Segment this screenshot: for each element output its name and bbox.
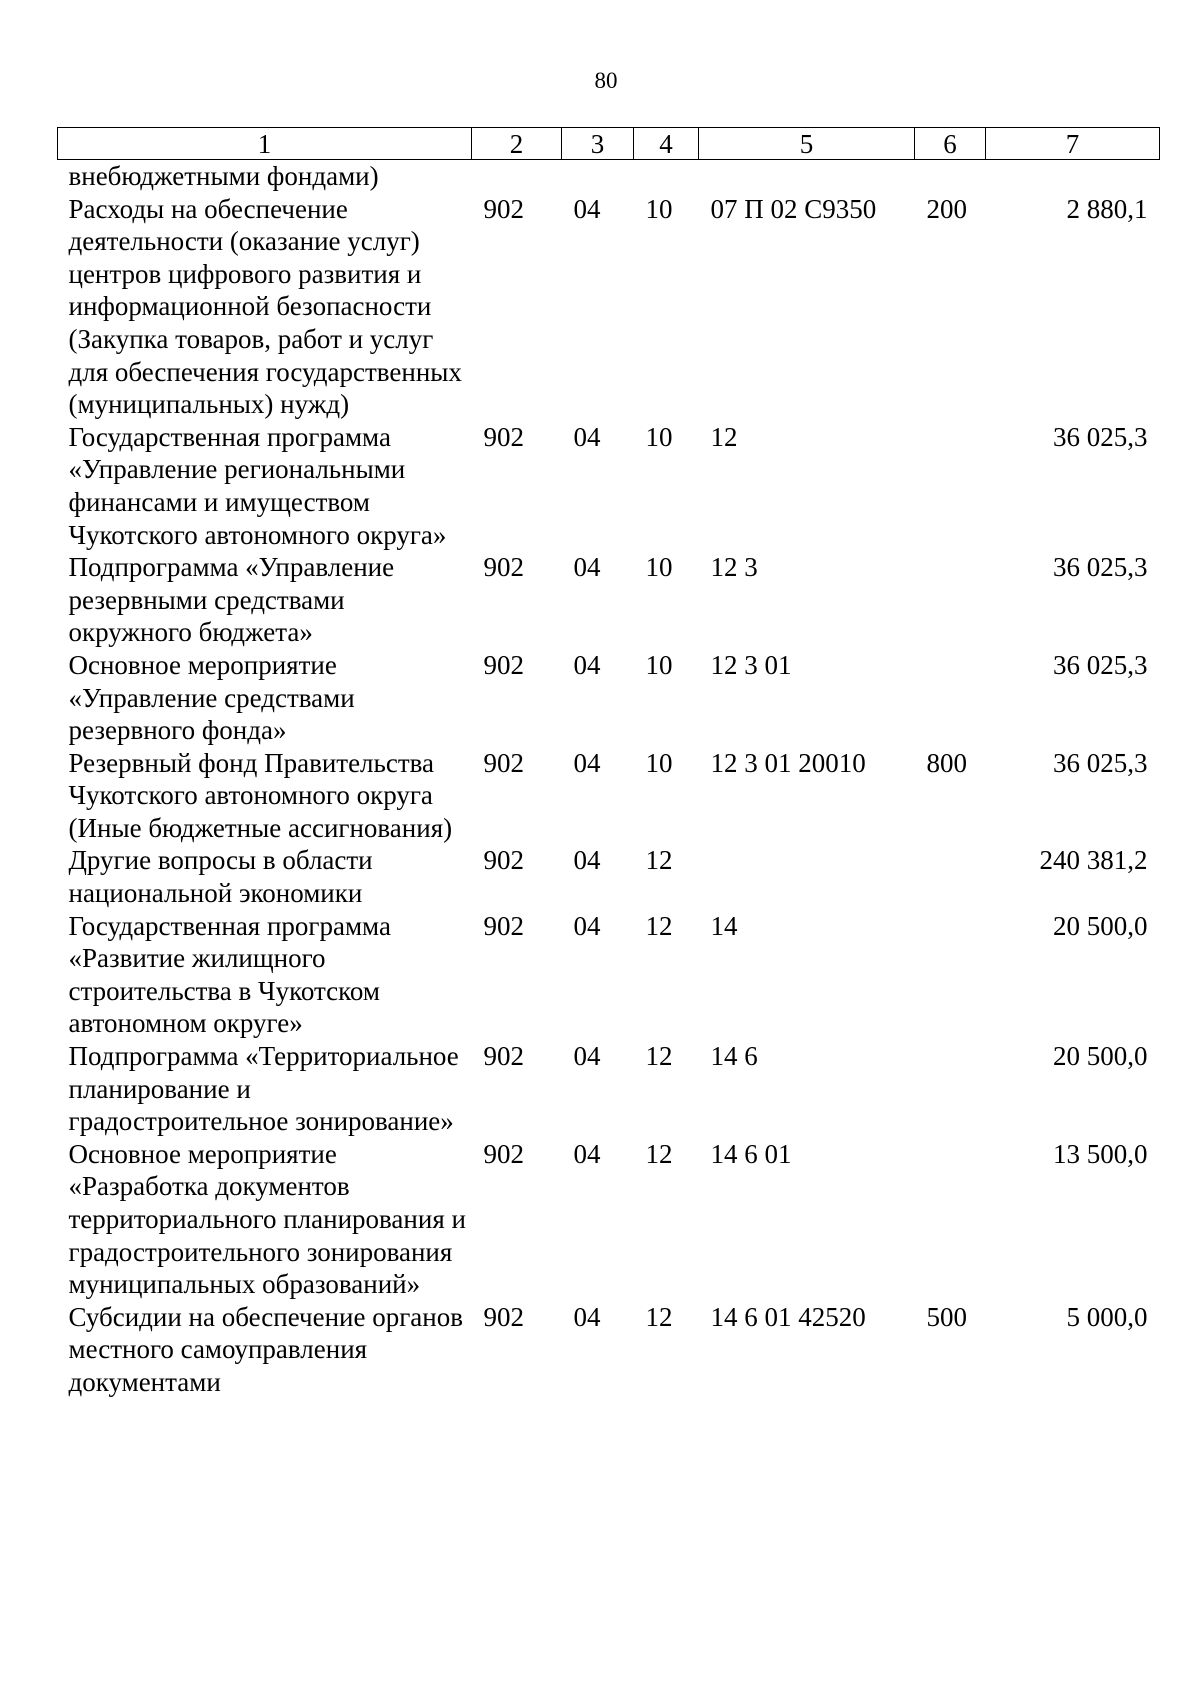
row-target-code: 14 6 01 (710, 1138, 792, 1169)
row-target-code (699, 844, 915, 909)
row-target-code (699, 160, 915, 193)
table-row (58, 1138, 1160, 1301)
row-target-code: 07 П 02 С9350 (710, 193, 877, 224)
row-expense-type (915, 1138, 986, 1301)
table-row (58, 551, 1160, 649)
row-amount: 36 025,3 (1053, 747, 1148, 778)
table-body (58, 160, 1160, 1399)
row-subsection-code: 12 (645, 1041, 673, 1072)
row-subsection-code: 12 (645, 910, 673, 941)
row-target-code: 14 (710, 910, 738, 941)
header-col-7: 7 (986, 128, 1160, 160)
row-section-code: 04 (573, 193, 601, 224)
row-name: Основное мероприятие «Управление средствами резервного фонда» (68, 649, 355, 746)
row-section-code: 04 (573, 1138, 601, 1169)
row-ministry-code: 902 (483, 747, 524, 778)
row-section-code: 04 (573, 1041, 601, 1072)
table-row (58, 844, 1160, 909)
row-amount: 20 500,0 (1053, 1041, 1148, 1072)
row-name: Подпрограмма «Управление резервными средствами окружного бюджета» (68, 552, 395, 648)
row-ministry-code: 902 (483, 552, 524, 583)
table-row (58, 160, 1160, 193)
row-section-code: 04 (573, 845, 601, 876)
row-name: Подпрограмма «Территориальное планирование и градостроительное зонирование» (68, 1041, 459, 1137)
row-section-code: 04 (573, 910, 601, 941)
row-subsection-code: 10 (645, 747, 673, 778)
table-header (58, 128, 1160, 160)
row-ministry-code: 902 (483, 1138, 524, 1169)
table-row (58, 747, 1160, 845)
row-subsection-code: 10 (645, 193, 673, 224)
header-row (58, 128, 1160, 160)
header-col-2: 2 (472, 128, 562, 160)
row-section-code (562, 160, 634, 193)
row-amount: 2 880,1 (1066, 193, 1148, 224)
row-ministry-code: 902 (483, 1041, 524, 1072)
table-row (58, 910, 1160, 1040)
row-target-code: 14 6 (710, 1041, 758, 1072)
row-ministry-code: 902 (483, 649, 524, 680)
row-subsection-code (634, 160, 699, 193)
row-amount: 36 025,3 (1053, 649, 1148, 680)
row-section-code: 04 (573, 552, 601, 583)
table-row (58, 193, 1160, 421)
table-row (58, 1040, 1160, 1138)
row-expense-type (915, 1040, 986, 1138)
row-amount: 240 381,2 (1039, 845, 1148, 876)
row-expense-type (915, 551, 986, 649)
row-amount: 13 500,0 (1053, 1138, 1148, 1169)
row-name: Расходы на обеспечение деятельности (оказание услуг) центров цифрового развития и информационной безопасности (Закупка товаров, работ и услуг для обеспечения государственных (муниципальных) нужд) (68, 193, 462, 420)
row-amount: 5 000,0 (1066, 1301, 1148, 1332)
header-col-5: 5 (699, 128, 915, 160)
row-subsection-code: 12 (645, 1138, 673, 1169)
row-target-code: 12 3 01 20010 (710, 747, 866, 778)
row-ministry-code (472, 160, 562, 193)
row-section-code: 04 (573, 421, 601, 452)
header-col-6: 6 (915, 128, 986, 160)
row-subsection-code: 10 (645, 649, 673, 680)
row-subsection-code: 12 (645, 1301, 673, 1332)
row-name: Основное мероприятие «Разработка документов территориального планирования и градостроительного зонирования муниципальных образований» (68, 1138, 466, 1300)
header-col-4: 4 (634, 128, 699, 160)
row-ministry-code: 902 (483, 193, 524, 224)
header-col-1: 1 (58, 128, 472, 160)
row-section-code: 04 (573, 649, 601, 680)
row-section-code: 04 (573, 747, 601, 778)
row-expense-type (915, 421, 986, 551)
row-amount: 20 500,0 (1053, 910, 1148, 941)
row-expense-type: 500 (926, 1301, 967, 1332)
row-target-code: 12 (710, 421, 738, 452)
table-row (58, 1301, 1160, 1399)
row-ministry-code: 902 (483, 421, 524, 452)
row-expense-type: 200 (926, 193, 967, 224)
row-name: Другие вопросы в области национальной экономики (68, 845, 373, 909)
row-section-code: 04 (573, 1301, 601, 1332)
row-expense-type: 800 (926, 747, 967, 778)
row-expense-type (915, 160, 986, 193)
row-name: Резервный фонд Правительства Чукотского автономного округа (Иные бюджетные ассигнования) (68, 747, 453, 843)
header-col-3: 3 (562, 128, 634, 160)
row-target-code: 12 3 (710, 552, 758, 583)
table-row (58, 649, 1160, 747)
row-name: Государственная программа «Управление региональными финансами и имуществом Чукотского автономного округа» (68, 421, 447, 550)
row-expense-type (915, 844, 986, 909)
row-expense-type (915, 910, 986, 1040)
row-amount (986, 160, 1160, 193)
row-target-code: 14 6 01 42520 (710, 1301, 866, 1332)
row-expense-type (915, 649, 986, 747)
table-row (58, 421, 1160, 551)
page-number: 80 (594, 68, 618, 93)
row-target-code: 12 3 01 (710, 649, 792, 680)
row-name: Субсидии на обеспечение органов местного самоуправления документами (68, 1301, 463, 1397)
row-subsection-code: 10 (645, 552, 673, 583)
row-ministry-code: 902 (483, 1301, 524, 1332)
row-name: Государственная программа «Развитие жилищного строительства в Чукотском автономном округе» (68, 910, 391, 1039)
row-ministry-code: 902 (483, 910, 524, 941)
row-amount: 36 025,3 (1053, 421, 1148, 452)
row-ministry-code: 902 (483, 845, 524, 876)
budget-table (57, 127, 1160, 1399)
row-subsection-code: 12 (645, 845, 673, 876)
row-name: внебюджетными фондами) (68, 161, 379, 191)
row-amount: 36 025,3 (1053, 552, 1148, 583)
row-subsection-code: 10 (645, 421, 673, 452)
